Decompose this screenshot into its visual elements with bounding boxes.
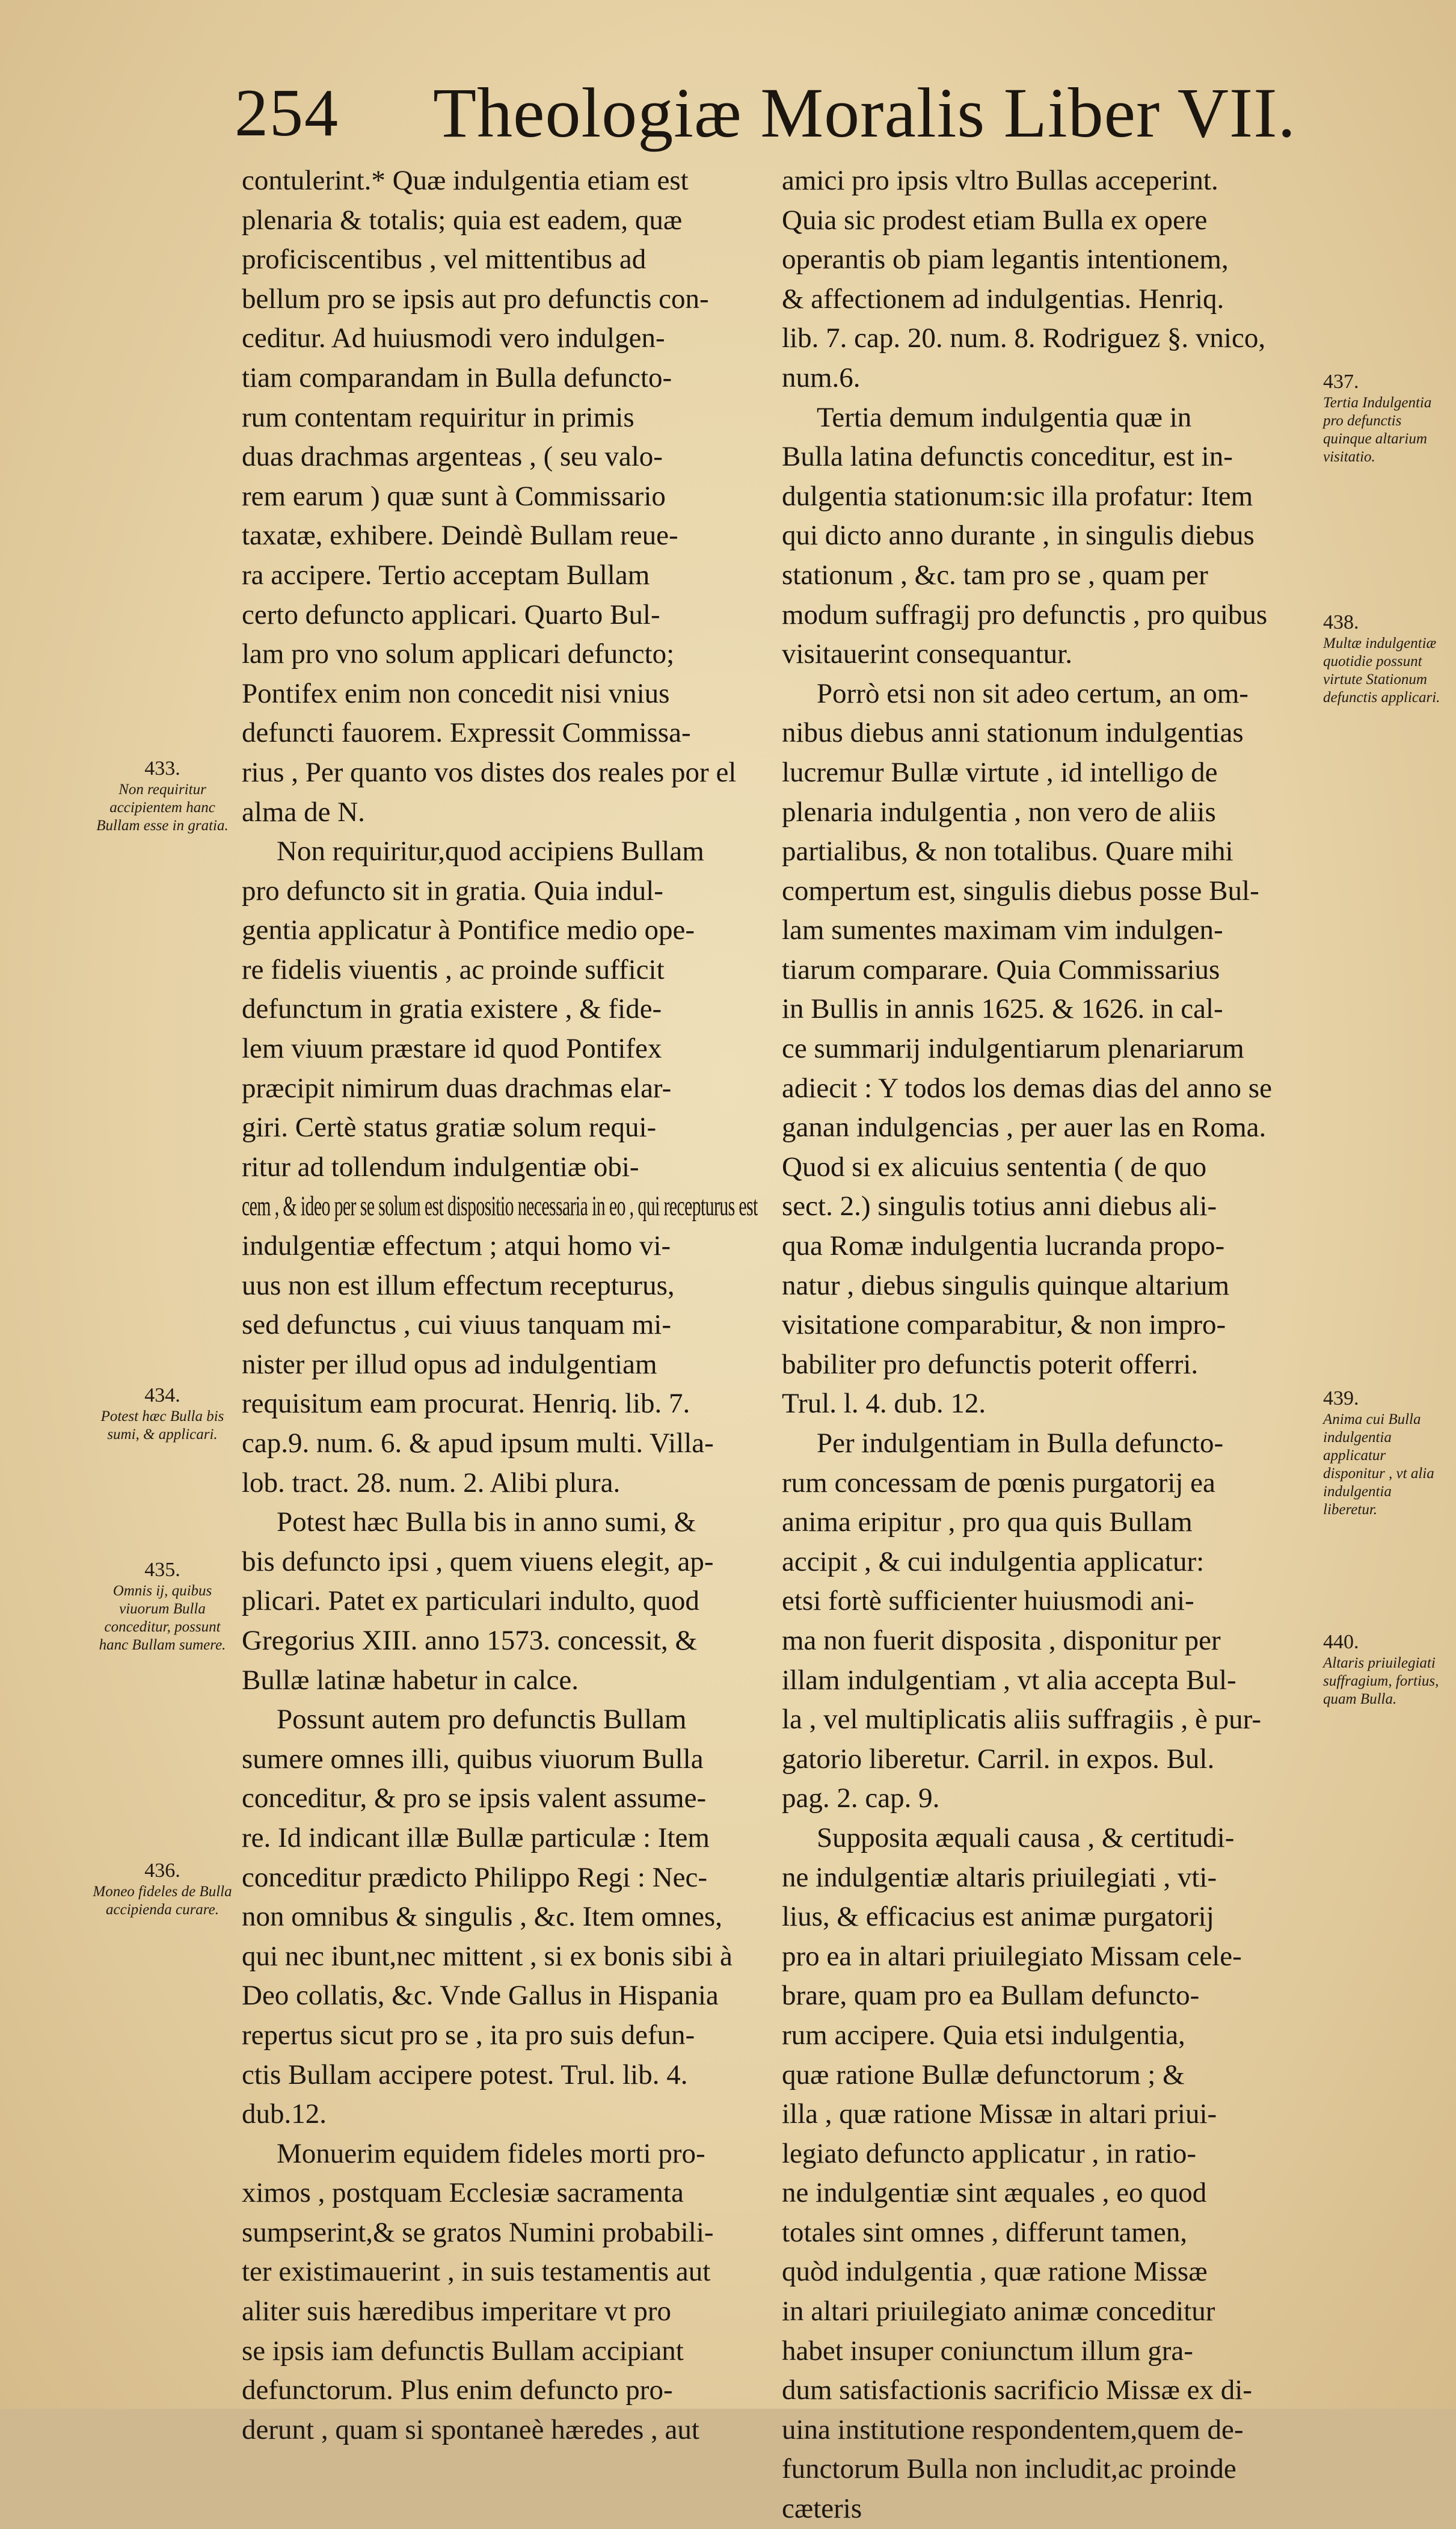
text-line: illa , quæ ratione Missæ in altari priui- <box>782 2098 1217 2130</box>
margin-note-number: 438. <box>1323 611 1359 633</box>
text-line: brare, quam pro ea Bullam defuncto- <box>782 1980 1200 2012</box>
text-line: la , vel multiplicatis aliis suffragiis , è pur- <box>782 1704 1262 1736</box>
margin-note-437 <box>1323 370 1449 466</box>
margin-note-440 <box>1323 1630 1449 1708</box>
margin-note-433 <box>90 757 235 835</box>
text-line: gatorio liberetur. Carril. in expos. Bul. <box>782 1743 1215 1775</box>
text-line: partialibus, & non totalibus. Quare mihi <box>782 836 1233 867</box>
text-line: quòd indulgentia , quæ ratione Missæ <box>782 2256 1208 2288</box>
text-line: lob. tract. 28. num. 2. Alibi plura. <box>242 1467 621 1499</box>
text-line: pag. 2. cap. 9. <box>782 1782 940 1814</box>
text-line: babiliter pro defunctis poterit offerri. <box>782 1348 1199 1380</box>
text-line: bis defuncto ipsi , quem viuens elegit, ap- <box>242 1545 714 1577</box>
text-line: Pontifex enim non concedit nisi vnius <box>242 677 670 709</box>
text-line: pro defuncto sit in gratia. Quia indul- <box>242 875 663 907</box>
text-line: sed defunctus , cui viuus tanquam mi- <box>242 1309 671 1341</box>
text-line: proficiscentibus , vel mittentibus ad <box>242 244 647 276</box>
text-line: taxatæ, exhibere. Deindè Bullam reue- <box>242 520 678 552</box>
text-line: pro ea in altari priuilegiato Missam cele- <box>782 1940 1242 1972</box>
text-line: indulgentiæ effectum ; atqui homo vi- <box>242 1230 671 1262</box>
text-line: visitauerint consequantur. <box>782 638 1072 670</box>
margin-note-436 <box>90 1859 235 1919</box>
margin-note-number: 434. <box>144 1384 180 1406</box>
text-line: præcipit nimirum duas drachmas elar- <box>242 1072 672 1104</box>
text-line: certo defuncto applicari. Quarto Bul- <box>242 599 660 630</box>
text-line: defuncti fauorem. Expressit Commissa- <box>242 717 691 749</box>
text-line: visitatione comparabitur, & non impro- <box>782 1309 1226 1341</box>
text-line: etsi fortè sufficienter huiusmodi ani- <box>782 1585 1194 1617</box>
text-line: plicari. Patet ex particulari indulto, quod <box>242 1585 699 1617</box>
margin-note-435 <box>90 1558 235 1654</box>
text-line: Quod si ex alicuius sententia ( de quo <box>782 1151 1207 1183</box>
text-line: tiam comparandam in Bulla defuncto- <box>242 362 672 393</box>
text-line: dub.12. <box>242 2098 327 2130</box>
text-line: uus non est illum effectum recepturus, <box>242 1269 675 1301</box>
text-line: ximos , postquam Ecclesiæ sacramenta <box>242 2177 684 2209</box>
text-line: Per indulgentiam in Bulla defuncto- <box>817 1428 1224 1459</box>
text-line: in altari priuilegiato animæ conceditur <box>782 2296 1215 2327</box>
text-line: aliter suis hæredibus imperitare vt pro <box>242 2296 671 2327</box>
text-line: illam indulgentiam , vt alia accepta Bul- <box>782 1664 1236 1696</box>
text-line: natur , diebus singulis quinque altarium <box>782 1269 1230 1301</box>
text-line: qui dicto anno durante , in singulis diebus <box>782 520 1255 552</box>
text-line: sumpserint,& se gratos Numini probabili- <box>242 2216 714 2248</box>
text-line: habet insuper coniunctum illum gra- <box>782 2335 1193 2367</box>
text-line: lem viuum præstare id quod Pontifex <box>242 1033 662 1065</box>
text-line: modum suffragij pro defunctis , pro quibus <box>782 599 1268 630</box>
text-line: qui nec ibunt,nec mittent , si ex bonis sibi à <box>242 1940 733 1972</box>
text-line: nibus diebus anni stationum indulgentias <box>782 717 1244 749</box>
text-line: non omnibus & singulis , &c. Item omnes, <box>242 1901 722 1933</box>
text-line: Bullæ latinæ habetur in calce. <box>242 1664 579 1696</box>
text-line: dulgentia stationum:sic illa profatur: Item <box>782 480 1253 512</box>
right-text-column <box>782 161 1310 2529</box>
text-line: Supposita æquali causa , & certitudi- <box>817 1822 1235 1853</box>
text-line: sect. 2.) singulis totius anni diebus ali- <box>782 1191 1217 1222</box>
text-line: conceditur prædicto Philippo Regi : Nec- <box>242 1861 708 1893</box>
text-line: cap.9. num. 6. & apud ipsum multi. Villa- <box>242 1428 714 1459</box>
text-line: lam pro vno solum applicari defuncto; <box>242 638 675 670</box>
text-line: compertum est, singulis diebus posse Bul- <box>782 875 1259 907</box>
page-header <box>235 71 1347 155</box>
margin-note-text: Multæ indulgentiæ quotidie possunt virtute Stationum defunctis applicari. <box>1323 635 1440 706</box>
text-line: in Bullis in annis 1625. & 1626. in cal- <box>782 993 1223 1025</box>
text-line: re. Id indicant illæ Bullæ particulæ : Item <box>242 1822 710 1853</box>
margin-note-434 <box>90 1384 235 1444</box>
text-line: ceditur. Ad huiusmodi vero indulgen- <box>242 322 665 354</box>
text-line: & affectionem ad indulgentias. Henriq. <box>782 283 1224 315</box>
text-line: bellum pro se ipsis aut pro defunctis con- <box>242 283 709 315</box>
text-line: anima eripitur , pro qua quis Bullam <box>782 1506 1193 1538</box>
text-line: Tertia demum indulgentia quæ in <box>817 401 1192 433</box>
text-line: Trul. l. 4. dub. 12. <box>782 1388 986 1420</box>
text-line: Bulla latina defunctis conceditur, est in- <box>782 441 1233 473</box>
text-line: conceditur, & pro se ipsis valent assume- <box>242 1782 707 1814</box>
text-line: gentia applicatur à Pontifice medio ope- <box>242 914 695 946</box>
text-line: contulerint.* Quæ indulgentia etiam est <box>242 165 689 196</box>
text-line: repertus sicut pro se , ita pro suis defun- <box>242 2019 695 2051</box>
text-line: requisitum eam procurat. Henriq. lib. 7. <box>242 1388 690 1420</box>
text-line: plenaria & totalis; quia est eadem, quæ <box>242 204 683 236</box>
text-line: functorum Bulla non includit,ac proinde <box>782 2453 1236 2485</box>
text-line: ne indulgentiæ sint æquales , eo quod <box>782 2177 1207 2209</box>
text-line: Possunt autem pro defunctis Bullam <box>277 1704 687 1736</box>
text-line: rem earum ) quæ sunt à Commissario <box>242 480 666 512</box>
text-line: lam sumentes maximam vim indulgen- <box>782 914 1223 946</box>
text-line: alma de N. <box>242 796 365 828</box>
text-line: derunt , quam si spontaneè hæredes , aut <box>242 2413 699 2445</box>
running-title: Theologiæ Moralis Liber VII. <box>433 73 1297 152</box>
text-line: ma non fuerit disposita , disponitur per <box>782 1624 1221 1656</box>
text-line: Porrò etsi non sit adeo certum, an om- <box>817 677 1249 709</box>
text-line: rius , Per quanto vos distes dos reales por el <box>242 756 737 788</box>
margin-note-number: 435. <box>144 1559 180 1581</box>
text-line: dum satisfactionis sacrificio Missæ ex di- <box>782 2374 1252 2406</box>
margin-note-number: 433. <box>144 757 180 780</box>
text-line: tiarum comparare. Quia Commissarius <box>782 953 1220 985</box>
margin-note-number: 440. <box>1323 1631 1359 1653</box>
text-line: Gregorius XIII. anno 1573. concessit, & <box>242 1624 698 1656</box>
text-line: stationum , &c. tam pro se , quam per <box>782 559 1208 591</box>
text-line: ritur ad tollendum indulgentiæ obi- <box>242 1151 639 1183</box>
text-line: cæteris <box>782 2493 862 2525</box>
text-line: cem , & ideo per se solum est dispositio necessaria in eo , qui recepturus est <box>242 1191 758 1222</box>
text-line: plenaria indulgentia , non vero de aliis <box>782 796 1216 828</box>
text-line: uina institutione respondentem,quem de- <box>782 2413 1244 2445</box>
text-line: se ipsis iam defunctis Bullam accipiant <box>242 2335 684 2367</box>
margin-note-text: Potest hæc Bulla bis sumi, & applicari. <box>100 1408 224 1443</box>
text-line: duas drachmas argenteas , ( seu valo- <box>242 441 663 473</box>
text-line: lib. 7. cap. 20. num. 8. Rodriguez §. vnico, <box>782 322 1266 354</box>
text-line: ter existimauerint , in suis testamentis aut <box>242 2256 711 2288</box>
text-line: accipit , & cui indulgentia applicatur: <box>782 1545 1205 1577</box>
margin-note-number: 436. <box>144 1859 180 1882</box>
text-line: totales sint omnes , differunt tamen, <box>782 2216 1187 2248</box>
margin-note-text: Moneo fideles de Bulla accipienda curare. <box>93 1884 232 1918</box>
margin-note-438 <box>1323 611 1449 707</box>
text-line: defunctum in gratia existere , & fide- <box>242 993 662 1025</box>
text-line: Monuerim equidem fideles morti pro- <box>277 2137 705 2169</box>
margin-note-number: 437. <box>1323 371 1359 393</box>
text-line: defunctorum. Plus enim defuncto pro- <box>242 2374 673 2406</box>
text-line: adiecit : Y todos los demas dias del anno se <box>782 1072 1272 1104</box>
margin-note-text: Non requiritur accipientem hanc Bullam esse in gratia. <box>96 781 229 834</box>
margin-note-text: Altaris priuilegiati suffragium, fortius, quam Bulla. <box>1323 1655 1439 1707</box>
margin-note-number: 439. <box>1323 1387 1359 1409</box>
text-line: sumere omnes illi, quibus viuorum Bulla <box>242 1743 704 1775</box>
text-line: legiato defuncto applicatur , in ratio- <box>782 2137 1197 2169</box>
text-line: Potest hæc Bulla bis in anno sumi, & <box>277 1506 696 1538</box>
page-number: 254 <box>235 76 339 150</box>
text-line: ce summarij indulgentiarum plenariarum <box>782 1033 1244 1065</box>
text-line: rum contentam requiritur in primis <box>242 401 634 433</box>
text-line: ctis Bullam accipere potest. Trul. lib. 4. <box>242 2059 688 2090</box>
text-line: operantis ob piam legantis intentionem, <box>782 244 1229 276</box>
text-line: num.6. <box>782 362 861 393</box>
text-line: rum concessam de pœnis purgatorij ea <box>782 1467 1215 1499</box>
margin-note-text: Anima cui Bulla indulgentia applicatur disponitur , vt alia indulgentia liberetur. <box>1323 1411 1434 1518</box>
text-line: ra accipere. Tertio acceptam Bullam <box>242 559 650 591</box>
text-line: Deo collatis, &c. Vnde Gallus in Hispania <box>242 1980 719 2012</box>
margin-note-text: Tertia Indulgentia pro defunctis quinque altarium visitatio. <box>1323 395 1432 465</box>
margin-note-439 <box>1323 1387 1449 1519</box>
text-line: Quia sic prodest etiam Bulla ex opere <box>782 204 1208 236</box>
text-line: lucremur Bullæ virtute , id intelligo de <box>782 756 1218 788</box>
text-line: amici pro ipsis vltro Bullas acceperint. <box>782 165 1218 196</box>
left-text-column <box>242 161 758 2450</box>
text-line: Non requiritur,quod accipiens Bullam <box>277 836 704 867</box>
text-line: rum accipere. Quia etsi indulgentia, <box>782 2019 1185 2051</box>
text-line: nister per illud opus ad indulgentiam <box>242 1348 657 1380</box>
text-line: re fidelis viuentis , ac proinde sufficit <box>242 953 665 985</box>
text-line: qua Romæ indulgentia lucranda propo- <box>782 1230 1225 1262</box>
text-line: ganan indulgencias , per auer las en Roma. <box>782 1112 1267 1144</box>
margin-note-text: Omnis ij, quibus viuorum Bulla conceditur, possunt hanc Bullam sumere. <box>99 1583 226 1653</box>
text-line: giri. Certè status gratiæ solum requi- <box>242 1112 657 1144</box>
text-line: ne indulgentiæ altaris priuilegiati , vti- <box>782 1861 1217 1893</box>
text-line: lius, & efficacius est animæ purgatorij <box>782 1901 1214 1933</box>
text-line: quæ ratione Bullæ defunctorum ; & <box>782 2059 1185 2090</box>
